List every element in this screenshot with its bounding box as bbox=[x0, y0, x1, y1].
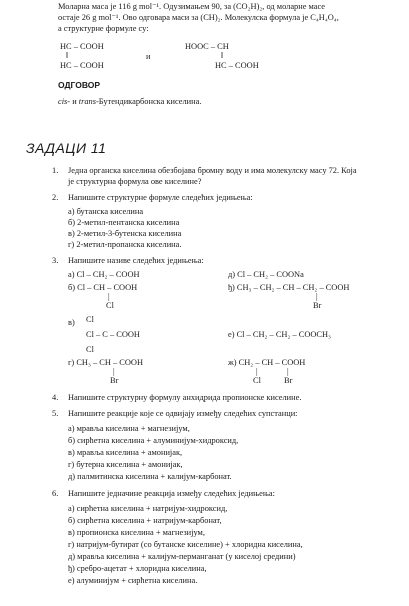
q5-item-v: в) мравља киселина + амонијак, bbox=[68, 448, 183, 457]
answer-trans: trans- bbox=[78, 97, 99, 106]
q3-number: 3. bbox=[52, 256, 59, 265]
q3-item-b-bond: | bbox=[108, 292, 110, 301]
q5-number: 5. bbox=[52, 409, 59, 418]
q6-item-b: б) сирћетна киселина + натријум-карбонат, bbox=[68, 516, 222, 525]
q6-item-a: а) сирћетна киселина + натријум-хидроксид, bbox=[68, 504, 228, 513]
section-title: ЗАДАЦИ 11 bbox=[26, 140, 107, 156]
intro-line-3: а структурне формуле су: bbox=[58, 24, 149, 33]
q3-item-v-cl2: Cl bbox=[86, 345, 94, 354]
answer-text bbox=[58, 97, 201, 107]
q3-item-v-mid: Cl – C – COOH bbox=[86, 330, 140, 339]
answer-cis: cis- bbox=[58, 97, 71, 106]
q3-item-zh-bond1: | bbox=[256, 367, 258, 376]
q6-item-d: д) мравља киселина + калијум-перманганат (у киселој средини) bbox=[68, 552, 296, 561]
formula-left-double-bond: ‖ bbox=[66, 51, 69, 60]
q3-item-zh-bond2: | bbox=[287, 367, 289, 376]
answer-heading: ОДГОВОР bbox=[58, 80, 101, 90]
formula-and: и bbox=[146, 52, 151, 61]
q1-number: 1. bbox=[52, 166, 59, 175]
q2-item-b: б) 2-метил-пентанска киселина bbox=[68, 218, 180, 227]
q6-item-g: г) натријум-бутират (со бутанске киселине) + хлоридна киселина, bbox=[68, 540, 303, 549]
q4-text: Напишите структурну формулу анхидрида пропионске киселине. bbox=[68, 393, 302, 402]
q3-item-dj: ђ) CH₃ – CH₂ – CH – CH₂ – COOH bbox=[228, 283, 350, 292]
q1-line-2: је структурна формула ове киселине? bbox=[68, 177, 202, 186]
q3-item-zh-sub1: Cl bbox=[253, 376, 261, 385]
q3-item-dj-sub: Br bbox=[313, 301, 322, 310]
q3-item-dj-bond: | bbox=[316, 292, 318, 301]
formula-right-top: HOOC – CH bbox=[185, 42, 229, 51]
formula-right-bottom: HC – COOH bbox=[215, 61, 259, 70]
q3-item-zh: ж) CH₂ – CH – COOH bbox=[228, 358, 306, 367]
q6-item-dj: ђ) сребро-ацетат + хлоридна киселина, bbox=[68, 564, 207, 573]
q6-text: Напишите једначине реакција између следећих једињења: bbox=[68, 489, 275, 498]
q3-item-v-cl1: Cl bbox=[86, 315, 94, 324]
q3-item-a: а) Cl – CH₂ – COOH bbox=[68, 270, 140, 279]
q6-item-e: е) алуминијум + сирћетна киселина. bbox=[68, 576, 198, 585]
q2-number: 2. bbox=[52, 193, 59, 202]
q3-text: Напишите називе следећих једињења: bbox=[68, 256, 204, 265]
formula-right-double-bond: ‖ bbox=[221, 51, 224, 60]
q3-item-b: б) Cl – CH – COOH bbox=[68, 283, 138, 292]
q3-item-g-sub: Br bbox=[110, 376, 119, 385]
q2-item-g: г) 2-метил-пропанска киселина. bbox=[68, 240, 182, 249]
q2-text: Напишите структурне формуле следећих једињења: bbox=[68, 193, 253, 202]
q3-item-g-bond: | bbox=[113, 367, 115, 376]
q5-item-g: г) бутерна киселина + амонијак, bbox=[68, 460, 183, 469]
intro-line-1: Моларна маса је 116 g mol⁻¹. Одузимањем 90, за (CO₂H)₂, од моларне масе bbox=[58, 2, 326, 11]
q3-item-g: г) CH₃ – CH – COOH bbox=[68, 358, 143, 367]
q6-item-v: в) пропионска киселина + магнезијум, bbox=[68, 528, 205, 537]
formula-left-bottom: HC – COOH bbox=[60, 61, 104, 70]
q3-item-v-label: в) bbox=[68, 318, 75, 327]
q3-item-zh-sub2: Br bbox=[284, 376, 293, 385]
q5-item-d: д) палмитинска киселина + калијум-карбонат. bbox=[68, 472, 232, 481]
q1-line-1: Једна органска киселина обезбојава бромну воду и има молекулску масу 72. Која bbox=[68, 166, 357, 175]
q5-item-a: а) мравља киселина + магнезијум, bbox=[68, 424, 190, 433]
q5-text: Напишите реакције које се одвијају између следећих супстанци: bbox=[68, 409, 298, 418]
q4-number: 4. bbox=[52, 393, 59, 402]
intro-line-2: остаје 26 g mol⁻¹. Ово одговара маси за (CH)₂. Молекулска формула је C₄H₄O₄, bbox=[58, 13, 339, 22]
q5-item-b: б) сирћетна киселина + алуминијум-хидроксид, bbox=[68, 436, 239, 445]
answer-rest: Бутендикарбонска киселина. bbox=[98, 97, 202, 106]
q3-item-d: д) Cl – CH₂ – COONa bbox=[228, 270, 304, 279]
q2-item-v: в) 2-метил-3-бутенска киселина bbox=[68, 229, 182, 238]
q6-number: 6. bbox=[52, 489, 59, 498]
q3-item-b-sub: Cl bbox=[106, 301, 114, 310]
q2-item-a: а) бутанска киселина bbox=[68, 207, 144, 216]
formula-left-top: HC – COOH bbox=[60, 42, 104, 51]
answer-and: и bbox=[70, 97, 79, 106]
q3-item-e: е) Cl – CH₂ – CH₂ – COOCH₃ bbox=[228, 330, 331, 339]
